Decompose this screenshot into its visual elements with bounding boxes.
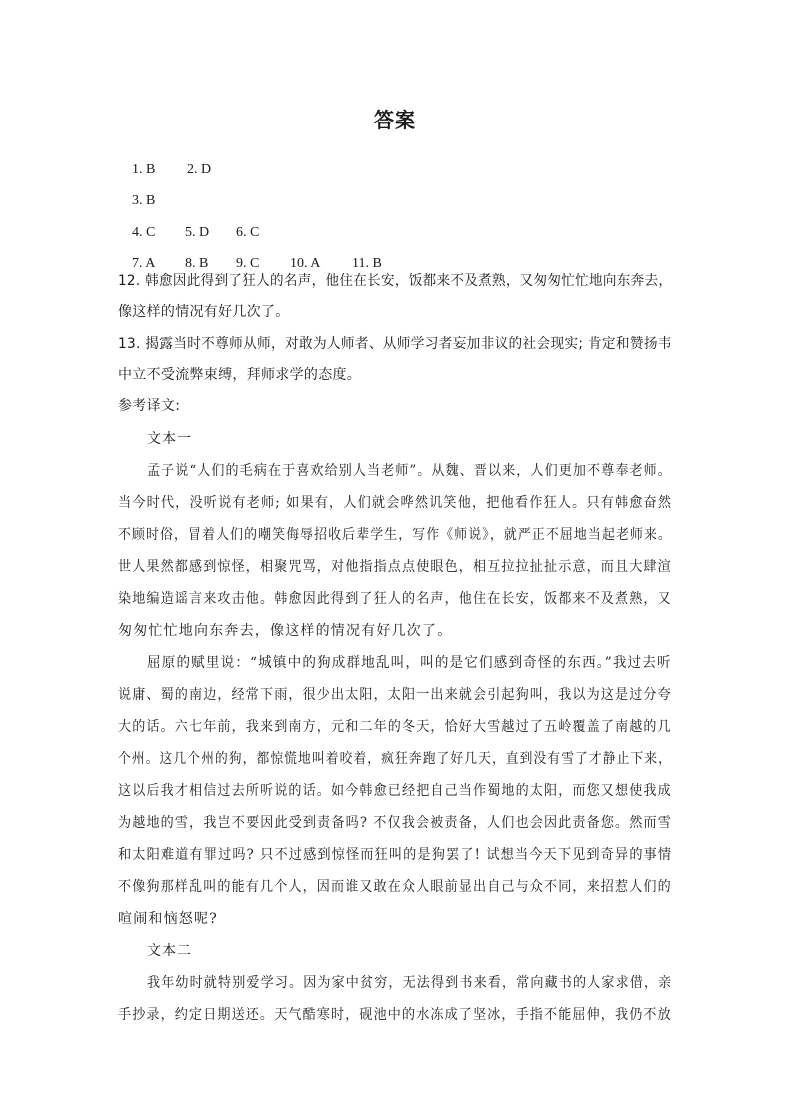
text1-para1-line: 孟子说“人们的毛病在于喜欢给别人当老师”。从魏、晋以来，人们更加不尊奉老师。 <box>147 463 672 479</box>
answer-item: 7. A <box>132 256 156 271</box>
answer-item: 5. D <box>185 225 210 240</box>
text1-para2-line: 屈原的赋里说：“城镇中的狗成群地乱叫，叫的是它们感到奇怪的东西。”我过去听 <box>147 655 672 671</box>
answer-item: 1. B <box>132 162 156 177</box>
answer-12-line-1: 12. 韩愈因此得到了狂人的名声，他住在长安，饭都来不及煮熟，又匆匆忙忙地向东奔去， <box>118 273 673 289</box>
answer-13-line-2: 中立不受流弊束缚，拜师求学的态度。 <box>118 367 362 383</box>
answer-12-line-2: 像这样的情况有好几次了。 <box>118 304 290 320</box>
answer-item: 11. B <box>352 256 382 271</box>
page-title: 答案 <box>374 108 416 132</box>
answer-item: 6. C <box>236 225 260 240</box>
text1-para1-line: 当今时代，没听说有老师; 如果有，人们就会哗然讥笑他，把他看作狂人。只有韩愈奋然 <box>118 495 673 511</box>
text1-para1-line: 染地编造谣言来攻击他。韩愈因此得到了狂人的名声，他住在长安，饭都来不及煮熟，又 <box>118 591 672 607</box>
text1-para2-line: 和太阳难道有罪过吗? 只不过感到惊怪而狂叫的是狗罢了! 试想当今天下见到奇异的事情 <box>118 847 673 863</box>
text2-heading: 文本二 <box>147 943 192 959</box>
answer-item: 2. D <box>187 162 212 177</box>
answer-item: 10. A <box>290 256 321 271</box>
text1-para2-line: 大的话。六七年前，我来到南方，元和二年的冬天，恰好大雪越过了五岭覆盖了南越的几 <box>118 719 672 735</box>
reference-translation-label: 参考译文: <box>118 398 181 414</box>
text2-para1-line: 我年幼时就特别爱学习。因为家中贫穷，无法得到书来看，常向藏书的人家求借，亲 <box>147 975 673 991</box>
text1-para1-line: 不顾时俗，冒着人们的嘲笑侮辱招收后辈学生，写作《师说》，就严正不屈地当起老师来。 <box>118 527 672 543</box>
text1-para2-line: 个州。这几个州的狗，都惊慌地叫着咬着，疯狂奔跑了好几天，直到没有雪了才静止下来， <box>118 751 672 767</box>
answer-13-line-1: 13. 揭露当时不尊师从师，对敢为人师者、从师学习者妄加非议的社会现实; 肯定和赞扬韦 <box>118 336 672 352</box>
answer-item: 4. C <box>132 225 156 240</box>
answer-item: 9. C <box>236 256 260 271</box>
text1-para2-line: 喧闹和恼怒呢? <box>118 911 218 927</box>
text2-para1-line: 手抄录，约定日期送还。天气酷寒时，砚池中的水冻成了坚冰，手指不能屈伸，我仍不放 <box>118 1007 672 1023</box>
answer-item: 8. B <box>185 256 209 271</box>
text1-para2-line: 为越地的雪，我岂不要因此受到责备吗? 不仅我会被责备，人们也会因此责备您。然而雪 <box>118 815 672 831</box>
text1-heading: 文本一 <box>147 431 192 447</box>
text1-para1-line: 世人果然都感到惊怪，相聚咒骂，对他指指点点使眼色，相互拉拉扯扯示意，而且大肆渲 <box>118 559 672 575</box>
text1-para2-line: 这以后我才相信过去所听说的话。如今韩愈已经把自己当作蜀地的太阳，而您又想使我成 <box>118 783 672 799</box>
answer-item: 3. B <box>132 193 156 208</box>
text1-para1-line: 匆匆忙忙地向东奔去，像这样的情况有好几次了。 <box>118 623 453 639</box>
text1-para2-line: 说庸、蜀的南边，经常下雨，很少出太阳，太阳一出来就会引起狗叫，我以为这是过分夸 <box>118 687 672 703</box>
text1-para2-line: 不像狗那样乱叫的能有几个人，因而谁又敢在众人眼前显出自己与众不同，来招惹人们的 <box>118 879 672 895</box>
